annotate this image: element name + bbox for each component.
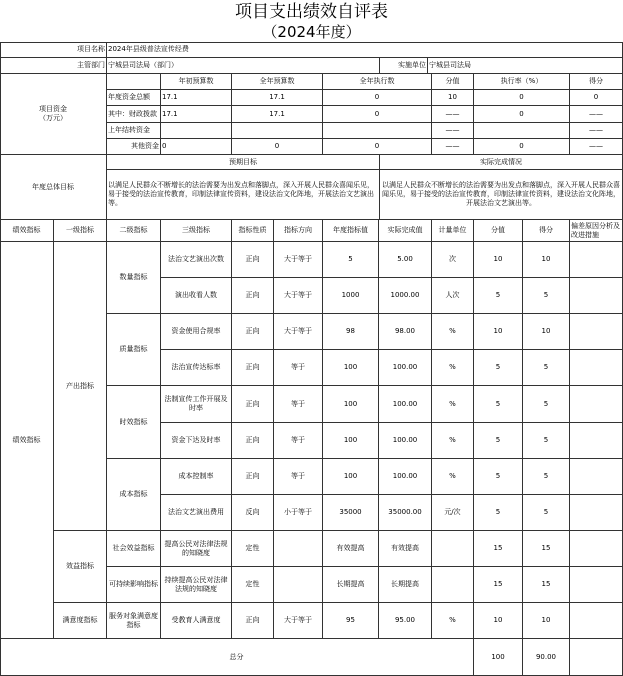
indicator-get: 5 bbox=[523, 423, 570, 459]
indicator-direction: 大于等于 bbox=[274, 278, 323, 314]
indicator-target: 100 bbox=[323, 386, 379, 423]
indicator-target: 5 bbox=[323, 242, 379, 278]
indicator-get: 5 bbox=[523, 386, 570, 423]
indicator-get: 5 bbox=[523, 495, 570, 531]
fund-score: 10 bbox=[432, 90, 474, 106]
indicator-actual: 100.00 bbox=[379, 386, 432, 423]
indicator-get: 5 bbox=[523, 459, 570, 495]
indicator-score: 15 bbox=[474, 531, 523, 567]
fund-score: —— bbox=[432, 139, 474, 155]
indicator-note bbox=[570, 531, 623, 567]
indicator-name: 法治宣传达标率 bbox=[161, 350, 232, 386]
indicator-name: 法制宣传工作开展及时率 bbox=[161, 386, 232, 423]
fund-annual bbox=[232, 123, 323, 139]
indicator-unit: % bbox=[432, 603, 474, 639]
indicator-name: 资金下达及时率 bbox=[161, 423, 232, 459]
indicator-actual: 1000.00 bbox=[379, 278, 432, 314]
indicator-actual: 100.00 bbox=[379, 350, 432, 386]
indicator-nature: 正向 bbox=[232, 350, 274, 386]
indicator-score: 5 bbox=[474, 495, 523, 531]
indicator-score: 10 bbox=[474, 242, 523, 278]
indicator-get: 5 bbox=[523, 278, 570, 314]
service-indicator: 服务对象满意度指标 bbox=[107, 603, 161, 639]
indicator-note bbox=[570, 242, 623, 278]
fund-get: —— bbox=[570, 106, 623, 123]
ph-get: 得分 bbox=[523, 220, 570, 242]
fund-row-name: 其他资金 bbox=[107, 139, 161, 155]
ph-note: 偏差原因分析及改进措施 bbox=[570, 220, 623, 242]
indicator-score: 5 bbox=[474, 459, 523, 495]
fund-exec: 0 bbox=[323, 90, 432, 106]
ph-direction: 指标方向 bbox=[274, 220, 323, 242]
output-indicator: 产出指标 bbox=[54, 242, 107, 531]
indicator-nature: 定性 bbox=[232, 531, 274, 567]
fund-rate: 0 bbox=[474, 90, 570, 106]
col-rate: 执行率（%） bbox=[474, 74, 570, 90]
page-title: 项目支出绩效自评表 bbox=[235, 2, 388, 22]
fund-row-name: 年度资金总额 bbox=[107, 90, 161, 106]
indicator-target: 98 bbox=[323, 314, 379, 350]
indicator-name: 法治文艺演出次数 bbox=[161, 242, 232, 278]
col-initial: 年初预算数 bbox=[161, 74, 232, 90]
expected-label: 预期目标 bbox=[107, 155, 380, 170]
indicator-score: 5 bbox=[474, 386, 523, 423]
indicator-note bbox=[570, 314, 623, 350]
fund-get: 0 bbox=[570, 90, 623, 106]
indicator-note bbox=[570, 603, 623, 639]
col-get: 得分 bbox=[570, 74, 623, 90]
indicator-score: 5 bbox=[474, 350, 523, 386]
fund-score: —— bbox=[432, 106, 474, 123]
indicator-actual: 5.00 bbox=[379, 242, 432, 278]
indicator-get: 10 bbox=[523, 242, 570, 278]
indicator-actual: 98.00 bbox=[379, 314, 432, 350]
indicator-note bbox=[570, 423, 623, 459]
indicator-direction: 大于等于 bbox=[274, 242, 323, 278]
fund-exec: 0 bbox=[323, 139, 432, 155]
fund-score: —— bbox=[432, 123, 474, 139]
indicator-note bbox=[570, 350, 623, 386]
indicator-direction: 大于等于 bbox=[274, 603, 323, 639]
indicator-score: 5 bbox=[474, 423, 523, 459]
indicator-nature: 正向 bbox=[232, 459, 274, 495]
indicator-direction: 等于 bbox=[274, 350, 323, 386]
indicator-direction: 等于 bbox=[274, 386, 323, 423]
indicator-target: 95 bbox=[323, 603, 379, 639]
indicator-unit: % bbox=[432, 386, 474, 423]
indicator-target: 有效提高 bbox=[323, 531, 379, 567]
indicator-get: 10 bbox=[523, 314, 570, 350]
indicator-note bbox=[570, 567, 623, 603]
ph-level1: 一级指标 bbox=[54, 220, 107, 242]
indicator-name: 资金使用合规率 bbox=[161, 314, 232, 350]
fund-row-name: 上年结转资金 bbox=[107, 123, 161, 139]
indicator-nature: 定性 bbox=[232, 567, 274, 603]
fund-initial: 17.1 bbox=[161, 106, 232, 123]
total-label: 总分 bbox=[0, 639, 474, 676]
actual-label: 实际完成情况 bbox=[380, 155, 623, 170]
indicator-actual: 95.00 bbox=[379, 603, 432, 639]
indicator-unit: % bbox=[432, 314, 474, 350]
quality-indicator: 质量指标 bbox=[107, 314, 161, 386]
fund-rate: 0 bbox=[474, 106, 570, 123]
indicator-name: 提高公民对法律法规的知晓度 bbox=[161, 531, 232, 567]
indicator-direction: 等于 bbox=[274, 423, 323, 459]
indicator-unit: % bbox=[432, 459, 474, 495]
col-score: 分值 bbox=[432, 74, 474, 90]
indicator-direction: 大于等于 bbox=[274, 314, 323, 350]
indicator-unit: % bbox=[432, 423, 474, 459]
fund-exec: 0 bbox=[323, 106, 432, 123]
indicator-unit bbox=[432, 531, 474, 567]
fund-initial bbox=[161, 123, 232, 139]
indicator-get: 10 bbox=[523, 603, 570, 639]
indicator-note bbox=[570, 495, 623, 531]
ph-level3: 三级指标 bbox=[161, 220, 232, 242]
indicator-note bbox=[570, 459, 623, 495]
fund-annual: 17.1 bbox=[232, 106, 323, 123]
ph-target: 年度指标值 bbox=[323, 220, 379, 242]
indicator-target: 长期提高 bbox=[323, 567, 379, 603]
fund-rate bbox=[474, 123, 570, 139]
indicator-score: 10 bbox=[474, 314, 523, 350]
ph-perf: 绩效指标 bbox=[0, 220, 54, 242]
indicator-nature: 正向 bbox=[232, 314, 274, 350]
cost-indicator: 成本指标 bbox=[107, 459, 161, 531]
indicator-nature: 正向 bbox=[232, 242, 274, 278]
goals-label: 年度总体目标 bbox=[0, 155, 107, 220]
indicator-name: 法治文艺演出费用 bbox=[161, 495, 232, 531]
indicator-name: 受教育人满意度 bbox=[161, 603, 232, 639]
expected-goal-text: 以满足人民群众不断增长的法治需要为出发点和落脚点，深入开展人民群众喜闻乐见，易于接受的法治宣传教育，印制法律宣传资料，建设法治文化阵地，开展法治文艺演出等。 bbox=[107, 170, 380, 220]
indicator-get: 15 bbox=[523, 567, 570, 603]
perf-label: 绩效指标 bbox=[0, 242, 54, 639]
fund-initial: 17.1 bbox=[161, 90, 232, 106]
quantity-indicator: 数量指标 bbox=[107, 242, 161, 314]
actual-goal-text: 以满足人民群众不断增长的法治需要为出发点和落脚点，深入开展人民群众喜闻乐见，易于接受的法治宣传教育，印制法律宣传资料，建设法治文化阵地，开展法治文艺演出等。 bbox=[380, 170, 623, 220]
dept-label: 主管部门 bbox=[0, 58, 107, 74]
indicator-unit bbox=[432, 567, 474, 603]
funds-corner bbox=[107, 74, 161, 90]
indicator-direction bbox=[274, 567, 323, 603]
indicator-target: 35000 bbox=[323, 495, 379, 531]
indicator-direction: 小于等于 bbox=[274, 495, 323, 531]
indicator-note bbox=[570, 386, 623, 423]
indicator-target: 100 bbox=[323, 459, 379, 495]
funds-label: 项目资金 （万元） bbox=[0, 74, 107, 155]
indicator-unit: 元/次 bbox=[432, 495, 474, 531]
indicator-actual: 长期提高 bbox=[379, 567, 432, 603]
indicator-note bbox=[570, 278, 623, 314]
indicator-actual: 100.00 bbox=[379, 459, 432, 495]
indicator-get: 5 bbox=[523, 350, 570, 386]
indicator-actual: 35000.00 bbox=[379, 495, 432, 531]
indicator-name: 持续提高公民对法律法规的知晓度 bbox=[161, 567, 232, 603]
indicator-unit: 次 bbox=[432, 242, 474, 278]
indicator-target: 1000 bbox=[323, 278, 379, 314]
indicator-score: 5 bbox=[474, 278, 523, 314]
indicator-direction: 等于 bbox=[274, 459, 323, 495]
indicator-nature: 正向 bbox=[232, 603, 274, 639]
col-annual: 全年预算数 bbox=[232, 74, 323, 90]
indicator-nature: 正向 bbox=[232, 278, 274, 314]
total-score: 100 bbox=[474, 639, 523, 676]
indicator-nature: 反向 bbox=[232, 495, 274, 531]
impl-label: 实施单位 bbox=[380, 58, 428, 74]
fund-exec bbox=[323, 123, 432, 139]
ph-score: 分值 bbox=[474, 220, 523, 242]
fund-rate: 0 bbox=[474, 139, 570, 155]
col-exec: 全年执行数 bbox=[323, 74, 432, 90]
indicator-name: 成本控制率 bbox=[161, 459, 232, 495]
fund-annual: 17.1 bbox=[232, 90, 323, 106]
indicator-unit: % bbox=[432, 350, 474, 386]
indicator-target: 100 bbox=[323, 423, 379, 459]
ph-unit: 计量单位 bbox=[432, 220, 474, 242]
sustain-indicator: 可持续影响指标 bbox=[107, 567, 161, 603]
indicator-target: 100 bbox=[323, 350, 379, 386]
fund-get: —— bbox=[570, 139, 623, 155]
indicator-actual: 100.00 bbox=[379, 423, 432, 459]
dept-value: 宁城县司法局（部门） bbox=[107, 58, 380, 74]
indicator-nature: 正向 bbox=[232, 423, 274, 459]
effect-indicator: 效益指标 bbox=[54, 531, 107, 603]
impl-value: 宁城县司法局 bbox=[428, 58, 623, 74]
satisfaction-indicator: 满意度指标 bbox=[54, 603, 107, 639]
total-note bbox=[570, 639, 623, 676]
social-indicator: 社会效益指标 bbox=[107, 531, 161, 567]
indicator-score: 15 bbox=[474, 567, 523, 603]
project-name: 2024年县级普法宣传经费 bbox=[107, 42, 623, 58]
project-name-label: 项目名称 bbox=[0, 42, 107, 58]
fund-row-name: 其中：财政拨款 bbox=[107, 106, 161, 123]
page-subtitle: （2024年度） bbox=[262, 23, 361, 41]
fund-annual: 0 bbox=[232, 139, 323, 155]
timeliness-indicator: 时效指标 bbox=[107, 386, 161, 459]
indicator-name: 演出收看人数 bbox=[161, 278, 232, 314]
indicator-score: 10 bbox=[474, 603, 523, 639]
ph-nature: 指标性质 bbox=[232, 220, 274, 242]
ph-actual: 实际完成值 bbox=[379, 220, 432, 242]
indicator-direction bbox=[274, 531, 323, 567]
total-get: 90.00 bbox=[523, 639, 570, 676]
indicator-actual: 有效提高 bbox=[379, 531, 432, 567]
indicator-nature: 正向 bbox=[232, 386, 274, 423]
indicator-get: 15 bbox=[523, 531, 570, 567]
fund-get: —— bbox=[570, 123, 623, 139]
ph-level2: 二级指标 bbox=[107, 220, 161, 242]
indicator-unit: 人次 bbox=[432, 278, 474, 314]
fund-initial: 0 bbox=[161, 139, 232, 155]
